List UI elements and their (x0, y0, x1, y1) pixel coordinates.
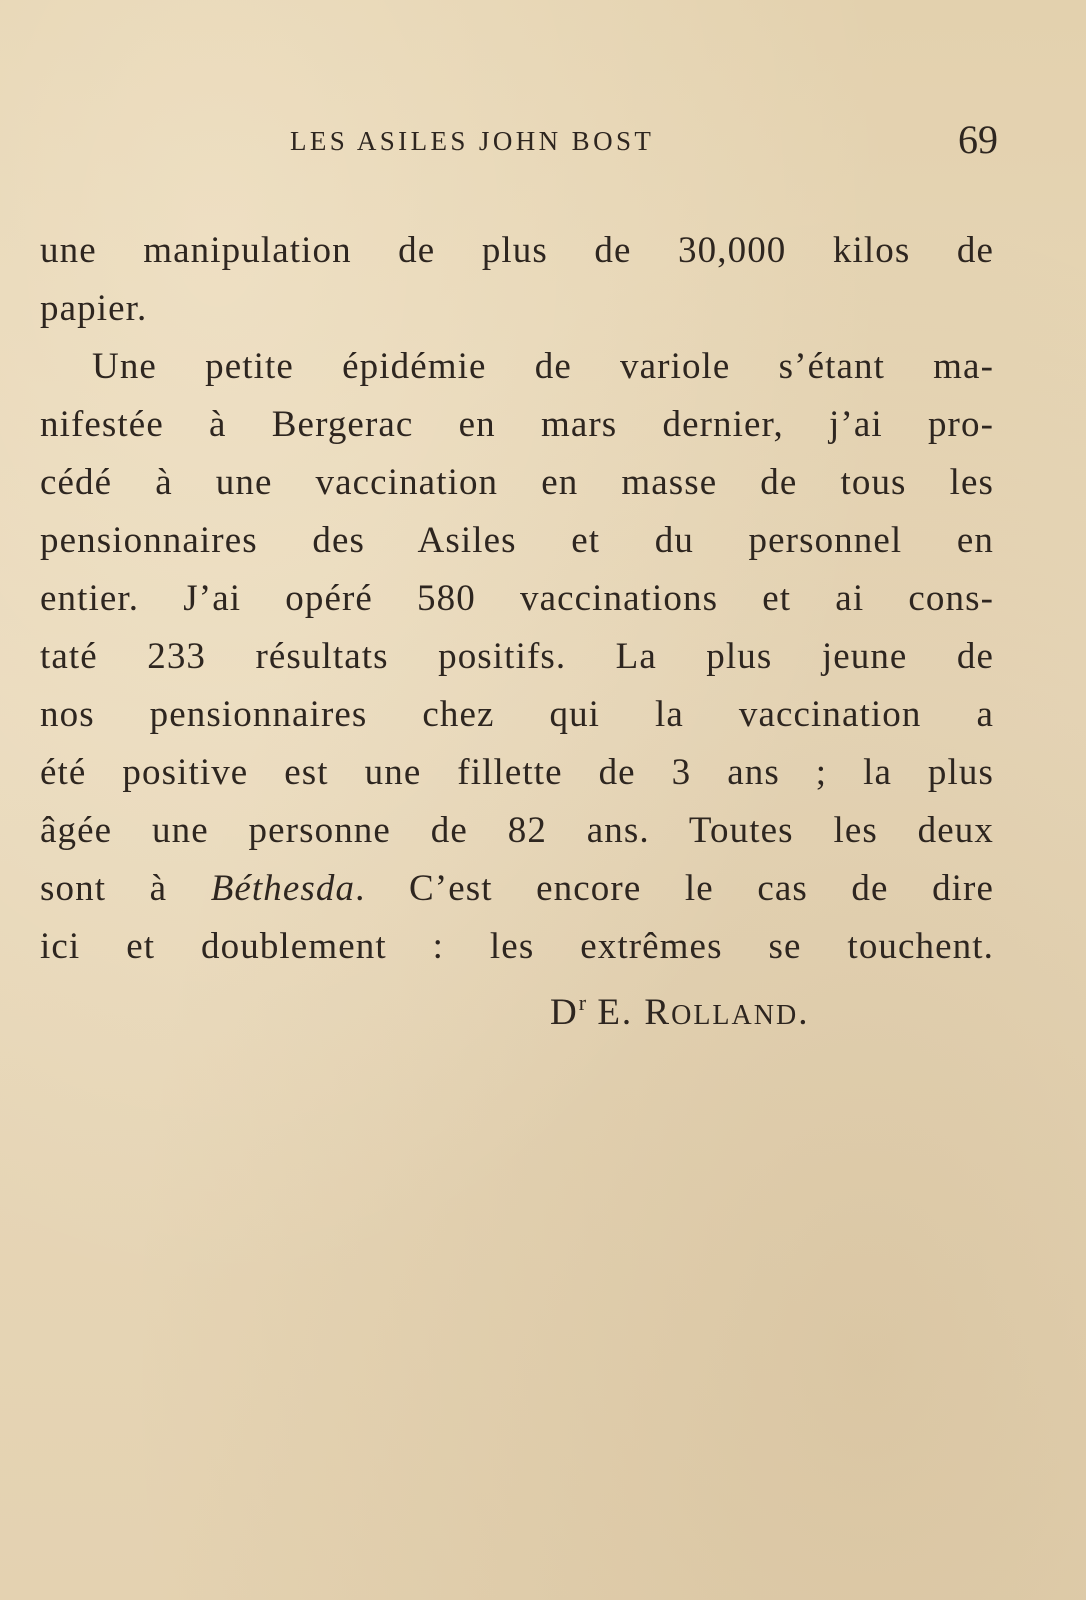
text-line: âgée une personne de 82 ans. Toutes les deux (40, 810, 994, 851)
text-line: entier. J’ai opéré 580 vaccinations et ai cons- (40, 578, 994, 619)
italic-place-name: Béthesda (210, 868, 356, 909)
text-line: pensionnaires des Asiles et du personnel en (40, 520, 994, 561)
text-segment: . C’est encore le cas de dire (355, 868, 994, 909)
signature-surname: OLLAND (671, 1000, 799, 1031)
signature-initial: E. R (597, 992, 672, 1033)
text-line: papier. (40, 288, 148, 329)
running-title: LES ASILES JOHN BOST (290, 126, 655, 156)
text-segment: sont à (40, 868, 168, 909)
text-line: ici et doublement : les extrêmes se touchent. (40, 926, 994, 967)
signature-superscript: r (578, 990, 587, 1015)
signature-prefix: D (550, 992, 579, 1033)
text-line: cédé à une vaccination en masse de tous les (40, 462, 994, 503)
signature (550, 990, 809, 1034)
text-line: nos pensionnaires chez qui la vaccination a (40, 694, 994, 735)
text-line (40, 860, 994, 918)
text-line: taté 233 résultats positifs. La plus jeune de (40, 636, 994, 677)
text-line: Une petite épidémie de variole s’étant ma- (92, 346, 994, 387)
body-text (40, 222, 994, 976)
signature-period: . (798, 992, 810, 1033)
text-line: nifestée à Bergerac en mars dernier, j’ai pro- (40, 404, 994, 445)
page-number: 69 (958, 117, 998, 162)
text-line: une manipulation de plus de 30,000 kilos de (40, 230, 994, 271)
text-line: été positive est une fillette de 3 ans ; la plus (40, 752, 994, 793)
